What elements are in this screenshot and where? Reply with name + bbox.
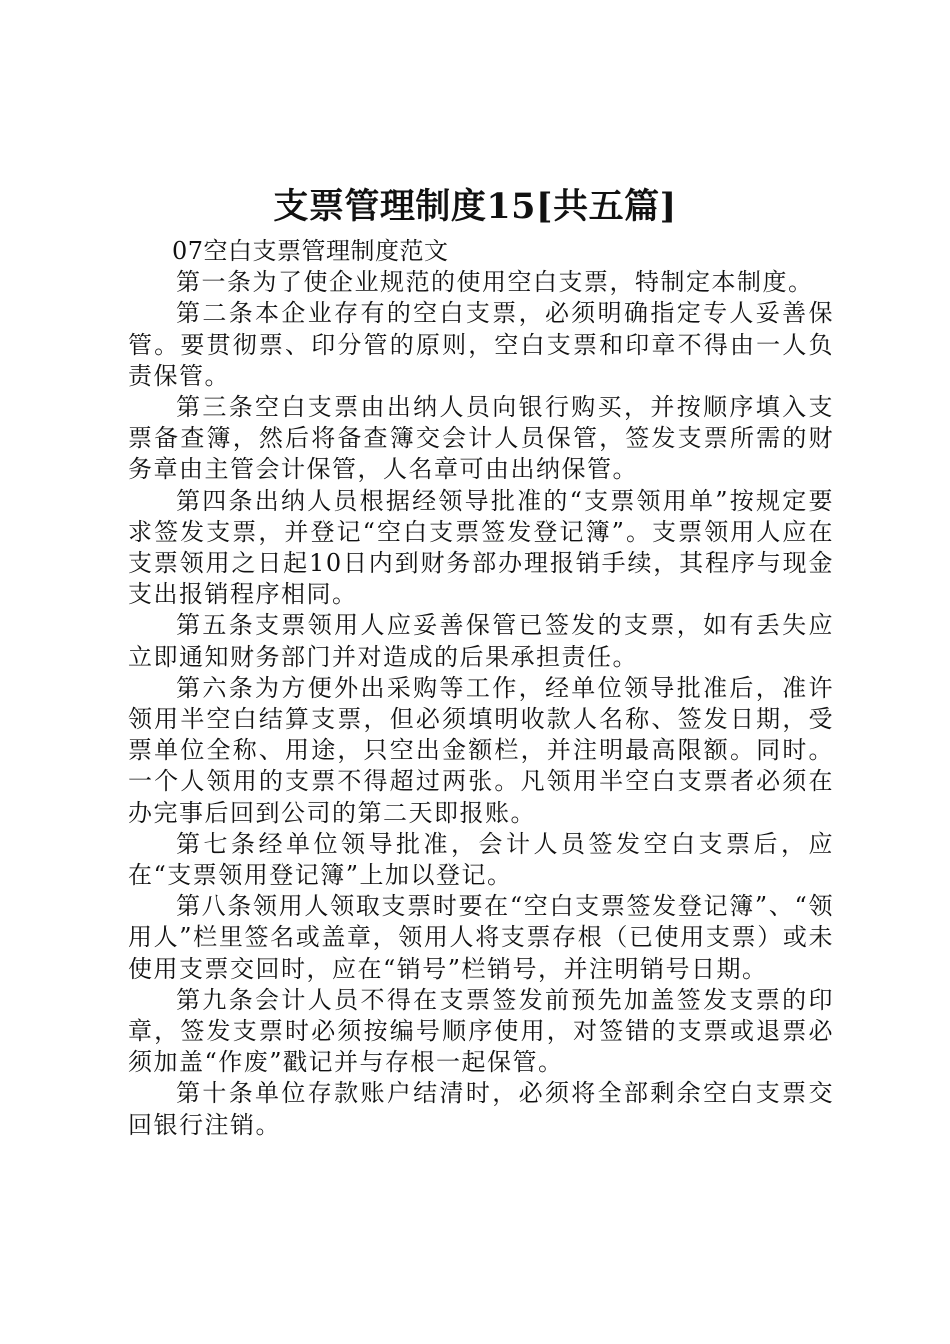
article-3: 第三条空白支票由出纳人员向银行购买，并按顺序填入支票备查簿，然后将备查簿交会计人员保管，签发支票所需的财务章由主管会计保管，人名章可由出纳保管。 (128, 393, 834, 484)
article-9: 第九条会计人员不得在支票签发前预先加盖签发支票的印章，签发支票时必须按编号顺序使用，对签错的支票或退票必须加盖“作废”戳记并与存根一起保管。 (128, 985, 834, 1077)
article-5: 第五条支票领用人应妥善保管已签发的支票，如有丢失应立即通知财务部门并对造成的后果承担责任。 (128, 611, 834, 671)
document-body (128, 236, 834, 1141)
document-title: 支票管理制度15[共五篇] (273, 186, 677, 227)
article-2: 第二条本企业存有的空白支票，必须明确指定专人妥善保管。要贯彻票、印分管的原则，空白支票和印章不得由一人负责保管。 (128, 299, 834, 390)
article-7: 第七条经单位领导批准，会计人员签发空白支票后，应在“支票领用登记簿”上加以登记。 (128, 829, 834, 890)
article-8: 第八条领用人领取支票时要在“空白支票签发登记簿”、“领用人”栏里签名或盖章，领用人将支票存根（已使用支票）或未使用支票交回时，应在“销号”栏销号，并注明销号日期。 (128, 892, 834, 983)
article-10: 第十条单位存款账户结清时，必须将全部剩余空白支票交回银行注销。 (128, 1079, 834, 1139)
article-6: 第六条为方便外出采购等工作，经单位领导批准后，准许领用半空白结算支票，但必须填明收款人名称、签发日期，受票单位全称、用途，只空出金额栏，并注明最高限额。同时。一个人领用的支票不得超过两张。凡领用半空白支票者必须在办完事后回到公司的第二天即报账。 (128, 673, 834, 827)
article-4: 第四条出纳人员根据经领导批准的“支票领用单”按规定要求签发支票，并登记“空白支票签发登记簿”。支票领用人应在支票领用之日起10日内到财务部办理报销手续，其程序与现金支出报销程序相同。 (128, 486, 834, 609)
article-1: 第一条为了使企业规范的使用空白支票，特制定本制度。 (176, 268, 814, 297)
section-subtitle: 07空白支票管理制度范文 (172, 237, 449, 265)
